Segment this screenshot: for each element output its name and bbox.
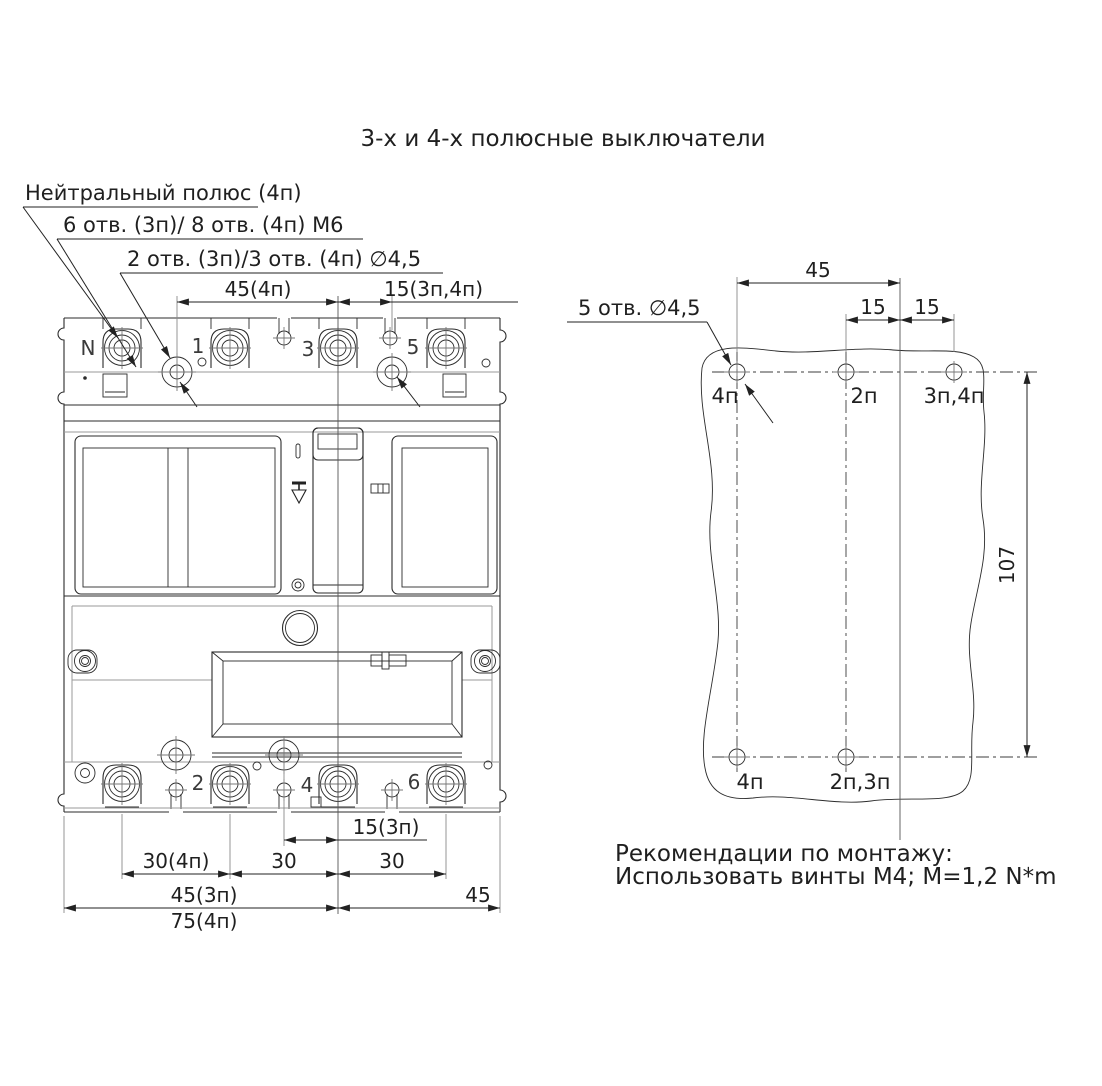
terminal-label-6: 6 — [407, 770, 421, 794]
dim-mount-15r: 15 — [914, 295, 940, 319]
mounting-notes — [615, 841, 1057, 890]
label-plate — [212, 652, 462, 737]
dimensions-bottom — [64, 815, 500, 933]
callout-m6-holes: 6 отв. (3п)/ 8 отв. (4п) М6 — [63, 213, 344, 237]
terminal-label-n: N — [80, 336, 96, 360]
callout-d45-holes: 2 отв. (3п)/3 отв. (4п) ∅4,5 — [127, 247, 422, 271]
callout-5-holes: 5 отв. ∅4,5 — [578, 296, 701, 320]
dim-bot-30l: 30(4п) — [142, 849, 210, 873]
dim-bot-75: 75(4п) — [170, 909, 238, 933]
dim-bot-45l: 45(3п) — [170, 883, 238, 907]
left-window — [75, 436, 281, 594]
right-window — [392, 436, 497, 594]
terminal-label-3: 3 — [301, 337, 315, 361]
top-terminal-row — [64, 318, 500, 432]
hole-label-top-left: 4п — [711, 384, 739, 408]
dim-bot-30r: 30 — [379, 849, 405, 873]
mounting-dimensions — [737, 258, 1027, 757]
dim-top-45: 45(4п) — [224, 277, 292, 301]
hole-label-bot-left: 4п — [736, 770, 764, 794]
bottom-terminal-row — [64, 736, 500, 809]
dim-mount-107: 107 — [995, 545, 1019, 585]
dim-top-15: 15(3п,4п) — [384, 277, 484, 301]
body-face — [64, 428, 500, 606]
breaker-outline — [58, 318, 506, 812]
index-dot — [83, 376, 87, 380]
right-mounting-ear — [471, 650, 500, 673]
dim-bot-30m: 30 — [271, 849, 297, 873]
terminal-label-1: 1 — [191, 334, 205, 358]
indicator-icon — [371, 484, 389, 493]
test-button — [283, 611, 318, 646]
dim-bot-15: 15(3п) — [352, 815, 420, 839]
trip-arrow-icon — [292, 483, 306, 503]
callout-neutral-pole: Нейтральный полюс (4п) — [25, 181, 302, 205]
mounting-view — [567, 258, 1040, 840]
page-title: 3-х и 4-х полюсные выключатели — [360, 126, 766, 152]
mounting-hole-labels — [711, 384, 984, 794]
note-line-1: Рекомендации по монтажу: — [615, 841, 953, 867]
hole-label-top-right: 3п,4п — [923, 384, 985, 408]
hole-label-bot-mid: 2п,3п — [829, 770, 891, 794]
on-position-mark — [296, 444, 300, 458]
dimensions-top — [177, 277, 518, 302]
terminal-label-4: 4 — [300, 773, 314, 797]
hole-label-top-mid: 2п — [850, 384, 878, 408]
terminal-label-5: 5 — [406, 335, 420, 359]
dim-mount-45: 45 — [805, 258, 831, 282]
mounting-centerlines — [712, 278, 1040, 840]
mounting-callout — [567, 296, 773, 423]
dim-mount-15l: 15 — [860, 295, 886, 319]
mounting-plate-outline — [701, 348, 985, 802]
terminal-label-2: 2 — [191, 771, 205, 795]
extension-lines — [64, 296, 500, 913]
dim-bot-45r: 45 — [465, 883, 491, 907]
front-view — [23, 181, 518, 933]
note-line-2: Использовать винты М4; М=1,2 N*m — [615, 864, 1057, 890]
